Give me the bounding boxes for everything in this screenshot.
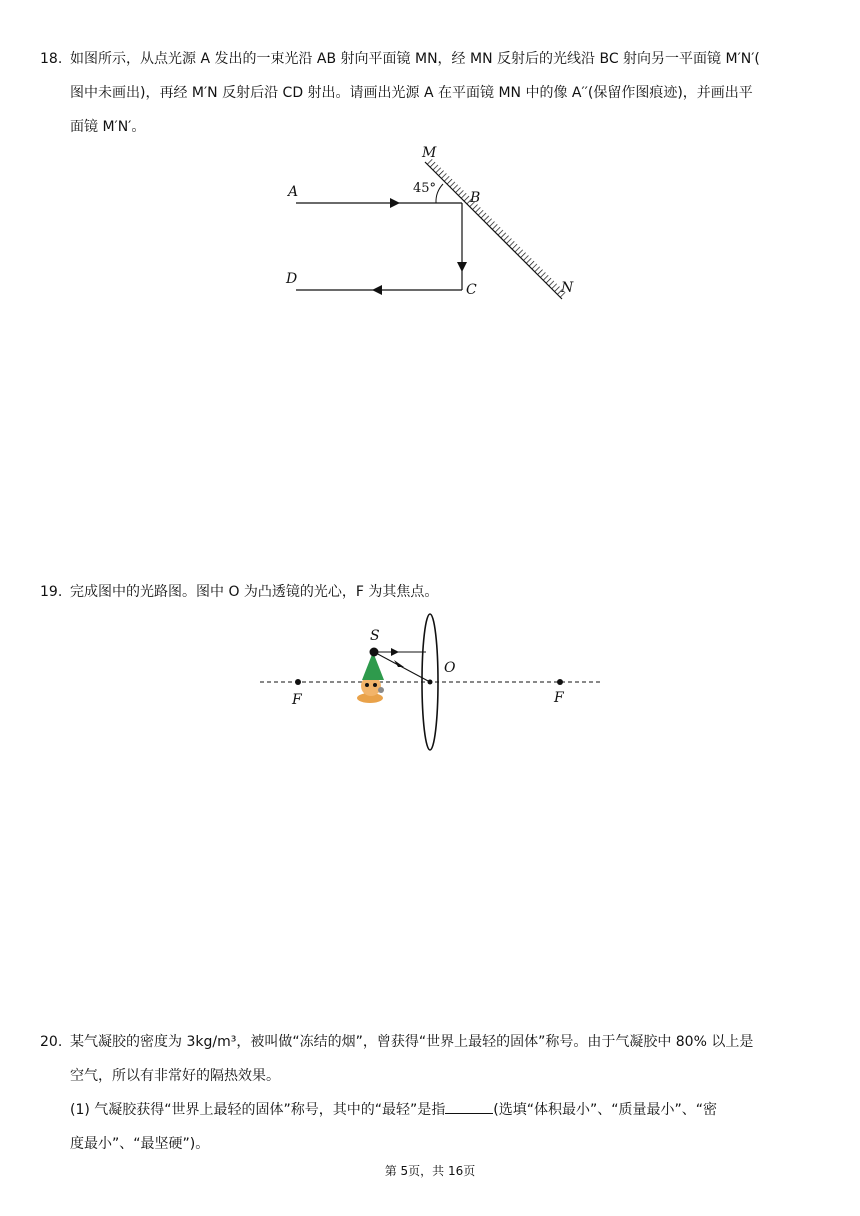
focal-point-left — [295, 679, 301, 685]
lens-diagram — [258, 612, 608, 757]
sub-question-1 — [70, 1093, 830, 1127]
label-b: B — [470, 190, 481, 206]
arrow-head-bc — [457, 262, 467, 272]
label-o: O — [444, 660, 456, 676]
label-c: C — [466, 282, 477, 298]
question-20 — [40, 1025, 830, 1161]
question-text: 完成图中的光路图。图中 O 为凸透镜的光心，F 为其焦点。 — [70, 584, 439, 600]
mirror-diagram — [270, 140, 590, 310]
question-line: 空气，所以有非常好的隔热效果。 — [70, 1068, 280, 1084]
question-line: 图中未画出)，再经 M′N 反射后沿 CD 射出。请画出光源 A 在平面镜 MN 中的像 A′′(保留作图痕迹)，并画出平 — [70, 85, 753, 101]
sub-question-line: 度最小”、“最坚硬”)。 — [70, 1136, 210, 1152]
answer-blank[interactable] — [445, 1097, 493, 1114]
angle-arc — [436, 184, 443, 203]
label-m: M — [422, 145, 437, 161]
label-f-right: F — [554, 690, 564, 706]
question-19 — [40, 575, 830, 609]
focal-point-right — [557, 679, 563, 685]
question-text — [70, 42, 830, 144]
arrow-head-cd — [372, 285, 382, 295]
question-line: 面镜 M′N′。 — [70, 119, 146, 135]
arrow-head-ab — [390, 198, 400, 208]
question-number: 20. — [40, 1034, 63, 1050]
arrow-head-parallel — [391, 648, 399, 656]
question-number: 19. — [40, 584, 63, 600]
question-line: 某气凝胶的密度为 3kg/m³，被叫做“冻结的烟”，曾获得“世界上最轻的固体”称号。由于气凝胶中 80% 以上是 — [70, 1034, 754, 1050]
label-f-left: F — [292, 692, 302, 708]
label-s: S — [370, 628, 380, 644]
label-a: A — [288, 184, 299, 200]
question-text — [70, 1025, 830, 1161]
question-line: 如图所示，从点光源 A 发出的一束光沿 AB 射向平面镜 MN，经 MN 反射后的光线沿 BC 射向另一平面镜 M′N′( — [70, 51, 760, 67]
question-18 — [40, 42, 830, 144]
sub-question-text: (1) 气凝胶获得“世界上最轻的固体”称号，其中的“最轻”是指 — [70, 1102, 446, 1118]
sub-question-options: (选填“体积最小”、“质量最小”、“密 — [493, 1102, 718, 1118]
label-angle: 45° — [413, 181, 437, 196]
light-source-figure — [357, 652, 384, 703]
page-footer: 第 5页，共 16页 — [384, 1164, 476, 1178]
question-number: 18. — [40, 51, 63, 67]
mirror-mn — [425, 157, 567, 299]
label-n: N — [561, 280, 574, 296]
label-d: D — [286, 271, 298, 287]
